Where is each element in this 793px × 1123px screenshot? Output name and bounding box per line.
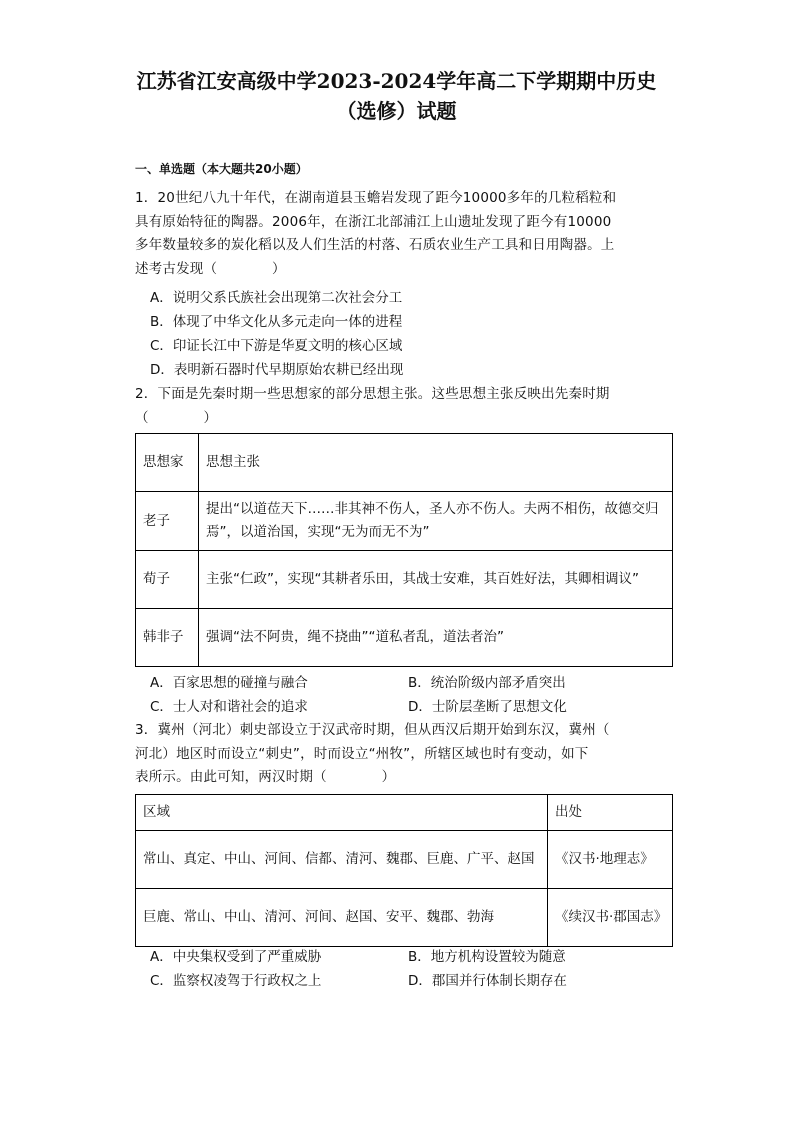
question-2-line: 2．下面是先秦时期一些思想家的部分思想主张。这些思想主张反映出先秦时期 xyxy=(135,386,610,402)
question-1-option-c: C．印证长江中下游是华夏文明的核心区域 xyxy=(150,338,403,354)
table-row xyxy=(136,609,673,667)
question-2-option-c: C．士人对和谐社会的追求 xyxy=(150,699,308,715)
table-cell: 荀子 xyxy=(136,551,199,609)
document-title-line-2: （选修）试题 xyxy=(336,99,457,123)
question-1-line: 具有原始特征的陶器。2006年，在浙江北部浦江上山遗址发现了距今有10000 xyxy=(135,213,612,230)
table-cell: 《续汉书·郡国志》 xyxy=(548,889,673,947)
table-row xyxy=(136,492,673,551)
question-3-option-c: C．监察权凌驾于行政权之上 xyxy=(150,973,322,989)
question-3-option-a: A．中央集权受到了严重威胁 xyxy=(150,949,322,965)
table-header-cell: 区域 xyxy=(136,795,548,831)
question-1-line: 述考古发现（ ） xyxy=(135,260,286,277)
table-header-cell: 思想主张 xyxy=(199,434,673,492)
table-cell: 常山、真定、中山、河间、信都、清河、魏郡、巨鹿、广平、赵国 xyxy=(136,831,548,889)
table-cell: 强调“法不阿贵，绳不挠曲”“道私者乱，道法者治” xyxy=(199,609,673,667)
question-3-line: 表所示。由此可知，两汉时期（ ） xyxy=(135,769,396,785)
table-row xyxy=(136,831,673,889)
question-2-table xyxy=(135,433,673,667)
table-header-cell: 出处 xyxy=(548,795,673,831)
table-header-cell: 思想家 xyxy=(136,434,199,492)
question-3-option-d: D．郡国并行体制长期存在 xyxy=(408,973,567,989)
question-1-option-b: B．体现了中华文化从多元走向一体的进程 xyxy=(150,314,403,330)
question-1-option-d: D．表明新石器时代早期原始农耕已经出现 xyxy=(150,362,404,378)
question-3-table xyxy=(135,794,673,947)
table-cell: 提出“以道莅天下……非其神不伤人，圣人亦不伤人。夫两不相伤，故德交归焉”，以道治国，实现“无为而无不为” xyxy=(199,492,673,551)
question-2-option-d: D．士阶层垄断了思想文化 xyxy=(408,699,567,715)
question-3-line: 3．冀州（河北）刺史部设立于汉武帝时期，但从西汉后期开始到东汉，冀州（ xyxy=(135,722,610,738)
table-header-row xyxy=(136,434,673,492)
table-cell: 《汉书·地理志》 xyxy=(548,831,673,889)
question-2-option-b: B．统治阶级内部矛盾突出 xyxy=(408,675,566,691)
question-3-option-b: B．地方机构设置较为随意 xyxy=(408,949,566,965)
table-cell: 巨鹿、常山、中山、清河、河间、赵国、安平、魏郡、勃海 xyxy=(136,889,548,947)
document-title-line-1: 江苏省江安高级中学2023-2024学年高二下学期期中历史 xyxy=(136,69,657,93)
table-header-row xyxy=(136,795,673,831)
table-cell: 主张“仁政”，实现“其耕者乐田，其战士安难，其百姓好法，其卿相调议” xyxy=(199,551,673,609)
question-1-option-a: A．说明父系氏族社会出现第二次社会分工 xyxy=(150,290,403,306)
question-3-line: 河北）地区时而设立“刺史”，时而设立“州牧”，所辖区域也时有变动，如下 xyxy=(135,745,589,762)
question-2-line: （ ） xyxy=(135,409,218,426)
question-1-stem xyxy=(135,187,675,281)
question-1-line: 1．20世纪八九十年代，在湖南道县玉蟾岩发现了距今10000多年的几粒稻粒和 xyxy=(135,190,617,206)
table-cell: 韩非子 xyxy=(136,609,199,667)
table-cell: 老子 xyxy=(136,492,199,551)
table-row xyxy=(136,889,673,947)
question-2-stem xyxy=(135,383,675,430)
question-1-line: 多年数量较多的炭化稻以及人们生活的村落、石质农业生产工具和日用陶器。上 xyxy=(135,237,615,253)
section-heading: 一、单选题（本大题共20小题） xyxy=(135,162,308,176)
question-2-option-a: A．百家思想的碰撞与融合 xyxy=(150,675,308,691)
question-3-stem xyxy=(135,719,675,790)
table-row xyxy=(136,551,673,609)
